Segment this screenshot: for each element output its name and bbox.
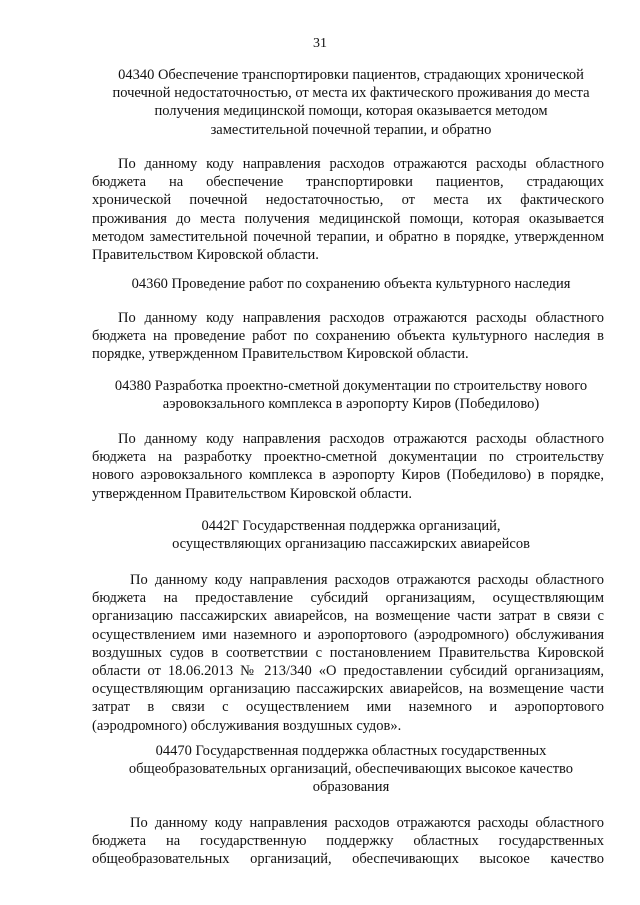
heading-line: 0442Г Государственная поддержка организаций, — [201, 518, 501, 534]
paragraph-line: бюджета на обеспечение транспортировки пациентов, страдающих — [92, 174, 604, 191]
paragraph-line: бюджета на проведение работ по сохранению объекта культурного наследия в — [92, 328, 604, 345]
section-paragraph-04470 — [92, 814, 604, 869]
paragraph-line: бюджета на государственную поддержку областных государственных — [92, 833, 604, 850]
paragraph-line: воздушных судов в соответствии с постановлением Правительства Кировской — [92, 644, 604, 661]
section-paragraph-0442g — [92, 571, 604, 735]
heading-line: 04360 Проведение работ по сохранению объекта культурного наследия — [131, 276, 571, 292]
paragraph-line: осуществлением ими наземного и аэропортового (аэродромного) обслуживания — [92, 626, 604, 643]
paragraph-line: По данному коду направления расходов отражаются расходы областного — [130, 815, 604, 831]
paragraph-line: осуществляющим организацию пассажирских авиарейсов, на возмещение части — [92, 681, 604, 698]
paragraph-line: проживания до места получения медицинской помощи, которая оказывается — [92, 210, 604, 227]
section-heading-04380 — [92, 377, 610, 413]
paragraph-line: области от 18.06.2013 № 213/340 «О предоставлении субсидий организациям, — [92, 662, 604, 679]
paragraph-line: общеобразовательных организаций, обеспечивающих высокое качество — [92, 851, 604, 868]
heading-line: аэровокзального комплекса в аэропорту Киров (Победилово) — [162, 396, 540, 413]
paragraph-line: По данному коду направления расходов отражаются расходы областного — [118, 310, 604, 326]
paragraph-line: Правительством Кировской области. — [92, 246, 319, 263]
heading-line: осуществляющих организацию пассажирских авиарейсов — [172, 536, 530, 553]
heading-line: заместительной почечной терапии, и обратно — [210, 121, 492, 138]
heading-line: 04340 Обеспечение транспортировки пациентов, страдающих хронической — [118, 67, 584, 83]
heading-line: образования — [312, 779, 390, 796]
heading-line: 04380 Разработка проектно-сметной документации по строительству нового — [114, 378, 588, 394]
paragraph-line: утвержденном Правительством Кировской области. — [92, 485, 413, 502]
heading-line: получения медицинской помощи, которая оказывается методом — [154, 103, 548, 120]
paragraph-line: бюджета на предоставление субсидий организациям, осуществляющим — [92, 590, 604, 607]
section-heading-04360 — [92, 275, 610, 293]
paragraph-line: хронической почечной недостаточностью, от места их фактического — [92, 192, 604, 209]
paragraph-line: По данному коду направления расходов отражаются расходы областного — [118, 431, 604, 447]
section-paragraph-04360 — [92, 309, 604, 364]
heading-line: общеобразовательных организаций, обеспечивающих высокое качество — [128, 761, 574, 778]
section-paragraph-04380 — [92, 430, 604, 503]
paragraph-line: бюджета на разработку проектно-сметной документации по строительству — [92, 449, 604, 466]
paragraph-line: организацию пассажирских авиарейсов, на возмещение части затрат в связи с — [92, 608, 604, 625]
heading-line: 04470 Государственная поддержка областных государственных — [155, 743, 547, 759]
paragraph-line: порядке, утвержденном Правительством Кировской области. — [92, 346, 469, 363]
paragraph-line: методом заместительной почечной терапии, и обратно в порядке, утвержденном — [92, 228, 604, 245]
page-number: 31 — [313, 36, 327, 51]
heading-line: почечной недостаточностью, от места их фактического проживания до места — [112, 85, 590, 102]
paragraph-line: (аэродромного) обслуживания воздушных судов». — [92, 717, 402, 734]
paragraph-line: затрат в связи с осуществлением ими наземного и аэропортового — [92, 699, 604, 716]
section-heading-0442g — [92, 517, 610, 553]
section-heading-04340 — [92, 66, 610, 139]
paragraph-line: По данному коду направления расходов отражаются расходы областного — [118, 156, 604, 172]
section-paragraph-04340 — [92, 155, 604, 264]
paragraph-line: нового аэровокзального комплекса в аэропорту Киров (Победилово) в порядке, — [92, 467, 604, 484]
paragraph-line: По данному коду направления расходов отражаются расходы областного — [130, 572, 604, 588]
section-heading-04470 — [92, 742, 610, 797]
